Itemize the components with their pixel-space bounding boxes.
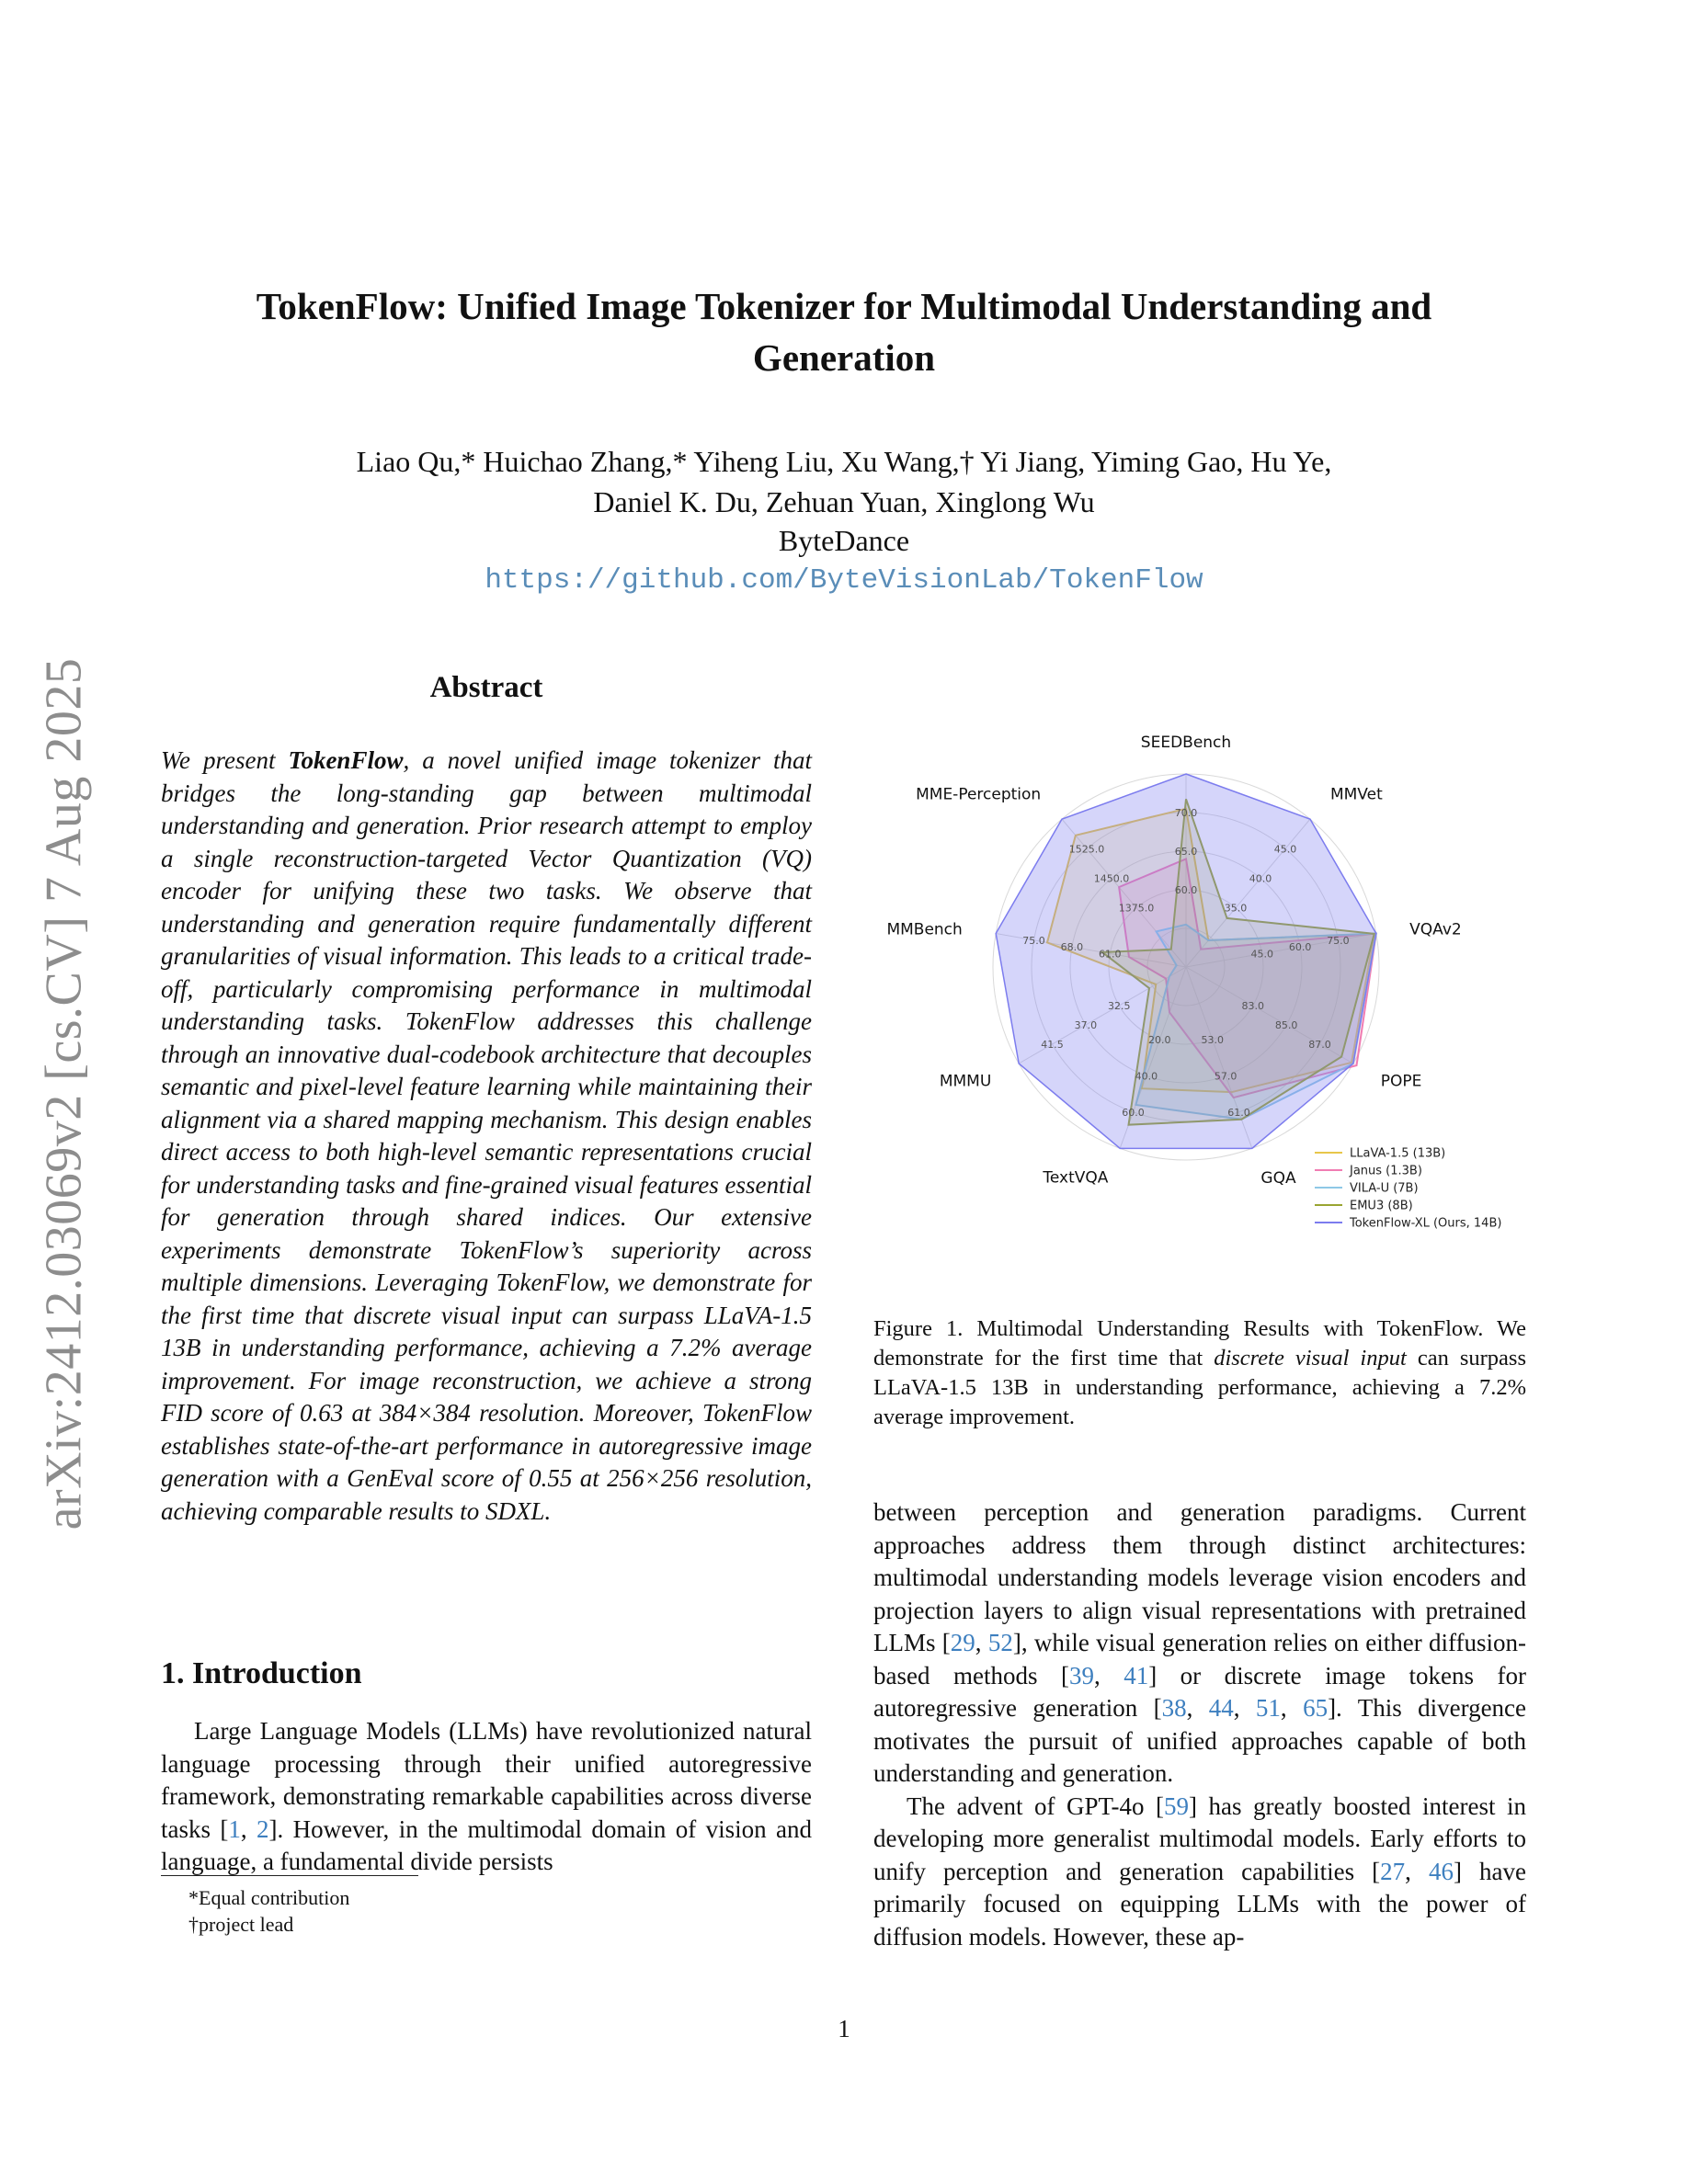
figure-caption [873,1314,1526,1432]
citation-link[interactable]: 38 [1161,1694,1187,1722]
radar-tick-label: 1450.0 [1093,872,1130,885]
citation-link[interactable]: 29 [950,1629,975,1656]
abstract-body: , a novel unified image tokenizer that bridges the long-standing gap between multimodal understanding and generation. Prior research attempt to employ a single reconstruction-targeted Vector Quantization (VQ) encoder for unifying these two tasks. We observe that understanding and generation require fundamentally different granularities of visual information. This leads to a critical trade-off, particularly compromising performance in multimodal understanding tasks. TokenFlow addresses this challenge through an innovative dual-codebook architecture that decouples semantic and pixel-level feature learning while maintaining their alignment via a shared mapping mechanism. This design enables direct access to both high-level semantic representations crucial for understanding tasks and fine-grained visual features essential for generation through shared indices. Our extensive experiments demonstrate TokenFlow’s superiority across multiple dimensions. Leveraging TokenFlow, we demonstrate for the first time that discrete visual input can surpass LLaVA-1.5 13B in understanding performance, achieving a 7.2% average improvement. For image reconstruction, we achieve a strong FID score of 0.63 at 384×384 resolution. Moreover, TokenFlow establishes state-of-the-art performance in autoregressive image generation with a GenEval score of 0.55 at 256×256 resolution, achieving comparable results to SDXL. [161,746,812,1525]
affiliation: ByteDance [778,524,910,557]
caption-emphasis: discrete visual input [1214,1346,1407,1371]
radar-tick-label: 45.0 [1273,843,1297,856]
footnote-project-lead: †project lead [188,1913,294,1936]
caption-text-b: can surpass LLaVA-1.5 13B in understanding performance, achieving a 7.2% average improvement. [873,1346,1526,1429]
radar-axis-label: MMBench [886,920,963,939]
legend-label: VILA-U (7B) [1350,1181,1419,1196]
authors-line-1: Liao Qu,* Huichao Zhang,* Yiheng Liu, Xu Wang,† Yi Jiang, Yiming Gao, Hu Ye, [356,445,1332,478]
body-paragraph: The advent of GPT-4o [59] has greatly boosted interest in developing more generalist multimodal models. Early efforts to unify perception and generation capabilities [27, 46] have primarily focused on equipping LLMs with the power of diffusion models. However, these ap- [873,1792,1527,1951]
radar-axis-label: MMVet [1329,785,1383,804]
legend-label: Janus (1.3B) [1350,1164,1422,1178]
radar-tick-label: 61.0 [1099,948,1122,961]
page-number: 1 [838,2015,850,2042]
footnotes [188,1884,349,1938]
citation-link[interactable]: 51 [1255,1694,1281,1722]
authors-line-2: Daniel K. Du, Zehuan Yuan, Xinglong Wu [593,485,1095,518]
abstract-text [161,745,812,1528]
citation-link[interactable]: 65 [1303,1694,1329,1722]
citation-link[interactable]: 44 [1208,1694,1234,1722]
abstract-heading: Abstract [429,671,543,704]
citation-link[interactable]: 27 [1380,1857,1406,1885]
abstract-lead: We present [161,746,289,774]
body-text: The advent of GPT-4o [ [907,1792,1165,1820]
body-paragraph: between perception and generation paradigms. Current approaches address them through distinct architectures: multimodal understanding models leverage vision encoders and projection layers to align visual representations with pretrained LLMs [29, 52], while visual generation relies on either diffusion-based methods [39, 41] or discrete image tokens for autoregressive generation [38, 44, 51, 65]. This divergence motivates the pursuit of unified approaches capable of both understanding and generation. [873,1498,1527,1787]
radar-tick-label: 61.0 [1227,1106,1250,1119]
citation-link[interactable]: 2 [257,1814,269,1843]
body-text: ]. This divergence motivates the pursuit of unified approaches capable of both understanding and generation. [873,1694,1527,1787]
radar-tick-label: 1525.0 [1068,843,1105,856]
caption-text-a: Figure 1. Multimodal Understanding Results with TokenFlow. We demonstrate for the first time that [873,1316,1526,1371]
radar-chart [873,691,1526,1243]
paper-title: TokenFlow: Unified Image Tokenizer for Multimodal Understanding and Generation [256,285,1432,379]
citation-link[interactable]: 1 [228,1814,241,1843]
intro-text-a: Large Language Models (LLMs) have revolutionized natural language processing through their unified autoregressive framework, demonstrating remarkable capabilities across diverse tasks [ [161,1717,812,1843]
legend-label: TokenFlow-XL (Ours, 14B) [1350,1216,1502,1231]
radar-tick-label: 75.0 [1327,934,1350,947]
citation-link[interactable]: 52 [987,1629,1013,1656]
radar-axis-label: MME-Perception [916,785,1042,804]
radar-tick-label: 60.0 [1288,941,1312,954]
section-heading-introduction: 1. Introduction [161,1656,362,1690]
footnote-equal-contribution: *Equal contribution [188,1886,350,1909]
citation-link[interactable]: 46 [1428,1857,1454,1885]
radar-tick-label: 1375.0 [1118,902,1155,915]
arxiv-identifier-text: arXiv:2412.03069v2 [cs.CV] 7 Aug 2025 [35,657,92,1530]
radar-axis-label: SEEDBench [1140,734,1232,752]
radar-tick-label: 85.0 [1274,1019,1298,1031]
body-text: ] has greatly boosted interest in developing more generalist multimodal models. Early efforts to unify perception and generation capabilities [ [873,1792,1526,1885]
body-text: ] have primarily focused on equipping LLMs with the power of diffusion models. However, these ap- [873,1857,1527,1951]
intro-text-b: ]. However, in the multimodal domain of vision and language, a fundamental divide persists [161,1814,813,1875]
legend-label: EMU3 (8B) [1350,1199,1413,1213]
footnote-divider [161,1875,418,1876]
radar-tick-label: 60.0 [1174,884,1198,896]
radar-axis-label: MMMU [939,1072,992,1091]
repository-link[interactable]: https://github.com/ByteVisionLab/TokenFlow [485,564,1203,597]
radar-tick-label: 53.0 [1201,1033,1224,1046]
legend-label: LLaVA-1.5 (13B) [1350,1146,1446,1161]
radar-tick-label: 45.0 [1250,948,1273,961]
radar-tick-label: 37.0 [1074,1019,1098,1031]
radar-axis-label: TextVQA [1043,1168,1109,1188]
radar-tick-label: 35.0 [1224,902,1248,915]
radar-axis-label: VQAv2 [1409,920,1462,939]
intro-paragraph: Large Language Models (LLMs) have revolutionized natural language processing through their unified autoregressive framework, demonstrating remarkable capabilities across diverse tasks [1, 2]. However, in the multimodal domain of vision and language, a fundamental divide persists [161,1717,813,1875]
citation-link[interactable]: 59 [1164,1792,1190,1820]
radar-tick-label: 32.5 [1108,1000,1131,1012]
chart-legend [1315,1147,1501,1231]
author-list [184,441,1504,522]
radar-tick-label: 57.0 [1214,1070,1237,1083]
abstract-method-name: TokenFlow [288,746,404,774]
radar-series-tokenflow-xl-ours-14b [996,774,1376,1148]
radar-axis-label: GQA [1260,1169,1296,1189]
radar-tick-label: 70.0 [1174,807,1198,819]
body-text: between perception and generation paradigms. Current approaches address them through distinct architectures: multimodal understanding models leverage vision encoders and projection layers to align visual representations with pretrained LLMs [ [873,1498,1526,1656]
radar-series-group [996,774,1376,1148]
radar-tick-label: 87.0 [1308,1039,1331,1051]
radar-axis-label: POPE [1380,1072,1422,1091]
radar-tick-label: 40.0 [1135,1070,1158,1083]
radar-tick-label: 41.5 [1041,1039,1064,1051]
radar-tick-label: 60.0 [1122,1106,1145,1119]
body-text: ] or discrete image tokens for autoregressive generation [ [873,1661,1527,1722]
radar-tick-label: 83.0 [1241,1000,1264,1012]
radar-tick-label: 65.0 [1174,846,1198,858]
body-text: ], while visual generation relies on either diffusion-based methods [ [873,1629,1527,1689]
radar-tick-label: 75.0 [1022,934,1045,947]
radar-tick-label: 20.0 [1148,1033,1171,1046]
arxiv-identifier-stamp [13,625,114,1563]
radar-tick-label: 68.0 [1060,941,1084,954]
right-column-body [873,1496,1526,1953]
citation-link[interactable]: 41 [1123,1661,1149,1689]
citation-link[interactable]: 39 [1068,1661,1094,1689]
radar-tick-label: 40.0 [1249,872,1272,885]
